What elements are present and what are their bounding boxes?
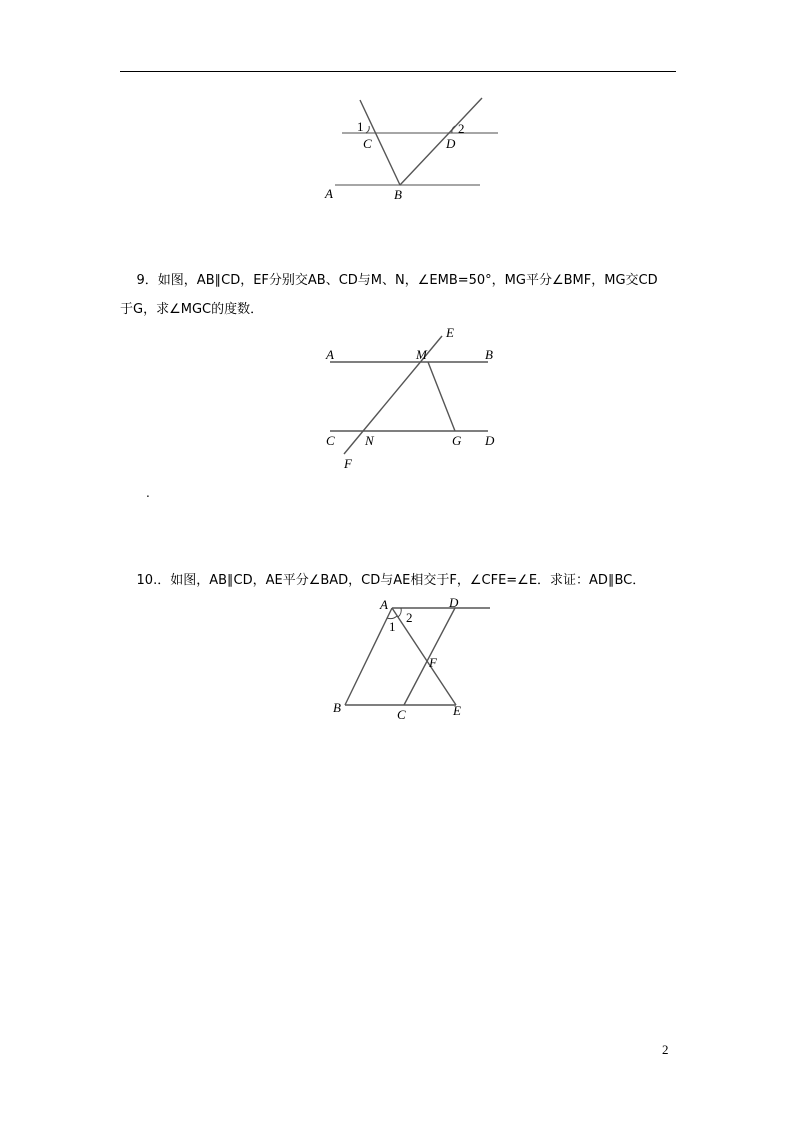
- label-C: C: [326, 433, 335, 448]
- label-A: A: [380, 597, 388, 612]
- label-F: F: [344, 456, 352, 471]
- page-number: 2: [662, 1042, 669, 1057]
- label-D: D: [449, 595, 459, 610]
- label-F: F: [429, 655, 437, 670]
- label-D: D: [446, 136, 456, 151]
- label-D: D: [485, 433, 495, 448]
- problem-10-line-1: 10.．如图，AB∥CD，AE平分∠BAD，CD与AE相交于F，∠CFE=∠E．求证：AD∥BC．: [120, 573, 646, 588]
- stray-dot: .: [146, 486, 150, 500]
- label-B: B: [333, 700, 341, 715]
- label-angle-1: 1: [357, 119, 364, 134]
- right-transversal: [400, 98, 482, 185]
- figure-top-diagram: [300, 90, 520, 210]
- label-C: C: [397, 707, 406, 722]
- figure-10-diagram: [325, 592, 505, 724]
- label-N: N: [365, 433, 374, 448]
- label-A: A: [326, 347, 334, 362]
- header-rule: [120, 71, 676, 72]
- label-C: C: [363, 136, 372, 151]
- problem-9-line-2: 于G，求∠MGC的度数．: [120, 302, 264, 317]
- label-angle-2: 2: [458, 121, 465, 136]
- label-angle-2: 2: [406, 610, 413, 625]
- label-E: E: [446, 325, 454, 340]
- segment-MG: [428, 362, 455, 431]
- segment-AE: [392, 608, 456, 705]
- label-G: G: [452, 433, 462, 448]
- figure-9-diagram: [320, 322, 510, 472]
- problem-9-line-1: 9．如图，AB∥CD，EF分别交AB、CD与M、N，∠EMB=50°，MG平分∠BMF，MG交CD: [120, 273, 658, 288]
- segment-AB: [345, 608, 392, 705]
- label-B: B: [485, 347, 493, 362]
- label-A: A: [325, 186, 333, 201]
- angle-2-arc: [398, 608, 401, 617]
- label-E: E: [453, 703, 461, 718]
- line-EF: [344, 336, 442, 454]
- label-M: M: [416, 347, 427, 362]
- label-B: B: [394, 187, 402, 202]
- angle-1-arc: [366, 126, 369, 133]
- label-angle-1: 1: [389, 619, 396, 634]
